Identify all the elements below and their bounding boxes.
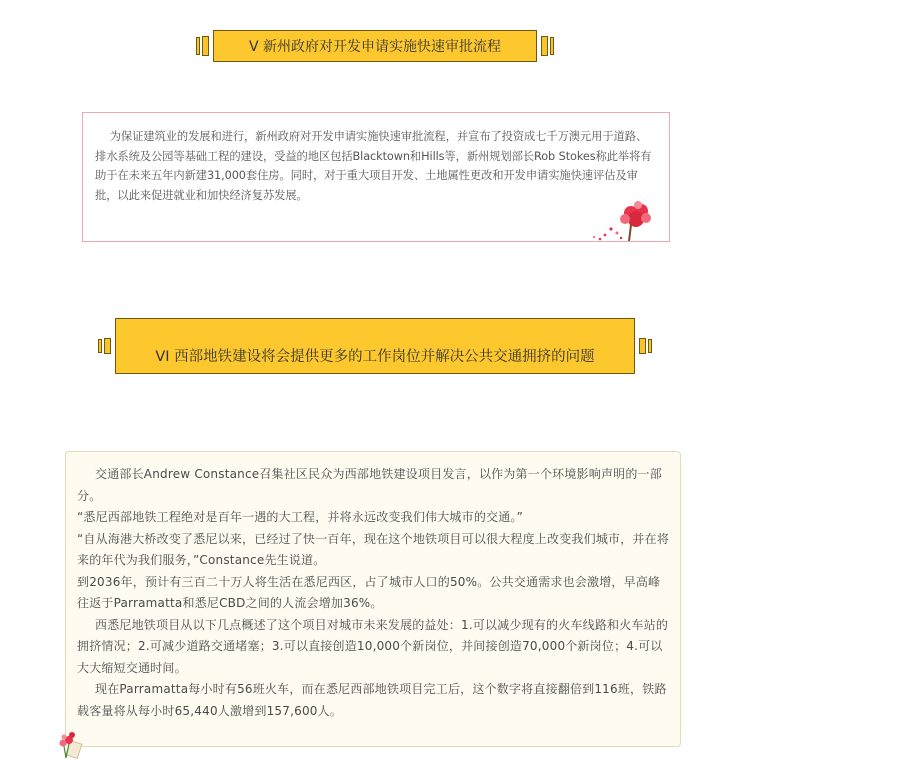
left-bar-ornament	[196, 36, 209, 56]
right-bar-ornament	[541, 36, 554, 56]
right-bar-ornament	[639, 338, 652, 354]
paragraph-6: 现在Parramatta每小时有56班火车，而在悉尼西部地铁项目完工后，这个数字将直接翻倍到116班，铁路载客量将从每小时65,440人激增到157,600人。	[77, 682, 667, 718]
paragraph-1: 交通部长Andrew Constance召集社区民众为西部地铁建设项目发言，以作为第一个环境影响声明的一部分。	[77, 467, 662, 503]
section-6-heading	[98, 318, 652, 374]
section-5-heading	[196, 30, 554, 62]
paragraph-5: 西悉尼地铁项目从以下几点概述了这个项目对城市未来发展的益处：1.可以减少现有的火车线路和火车站的拥挤情况；2.可减少道路交通堵塞；3.可以直接创造10,000个新岗位，并间接创造70,000个新岗位；4.可以大大缩短交通时间。	[77, 617, 669, 675]
paragraph-3: “自从海港大桥改变了悉尼以来，已经过了快一百年，现在这个地铁项目可以很大程度上改变我们城市，并在将来的年代为我们服务，”Constance先生说道。	[77, 531, 670, 567]
flower-bouquet-icon	[56, 728, 84, 760]
heart-tree-icon	[591, 199, 657, 241]
section-6-title: VI 西部地铁建设将会提供更多的工作岗位并解决公共交通拥挤的问题	[115, 318, 635, 374]
section-5-box	[82, 112, 670, 242]
section-5-title: V 新州政府对开发申请实施快速审批流程	[213, 30, 537, 62]
left-bar-ornament	[98, 338, 111, 354]
section-5-body: 为保证建筑业的发展和进行，新州政府对开发申请实施快速审批流程，并宣布了投资成七千万澳元用于道路、排水系统及公园等基础工程的建设，受益的地区包括Blacktown和Hills等，新州规划部长Rob Stokes称此举将有助于在未来五年内新建31,000套住房。同时，对于重大项目开发、土地属性更改和开发申请实施快速评估及审批，以此来促进就业和加快经济复苏发展。	[95, 130, 652, 202]
section-6-box	[65, 451, 681, 747]
paragraph-2: “悉尼西部地铁工程绝对是百年一遇的大工程，并将永远改变我们伟大城市的交通。”	[77, 510, 524, 524]
paragraph-4: 到2036年，预计有三百二十万人将生活在悉尼西区，占了城市人口的50%。公共交通需求也会激增，早高峰往返于Parramatta和悉尼CBD之间的人流会增加36%。	[77, 574, 661, 610]
